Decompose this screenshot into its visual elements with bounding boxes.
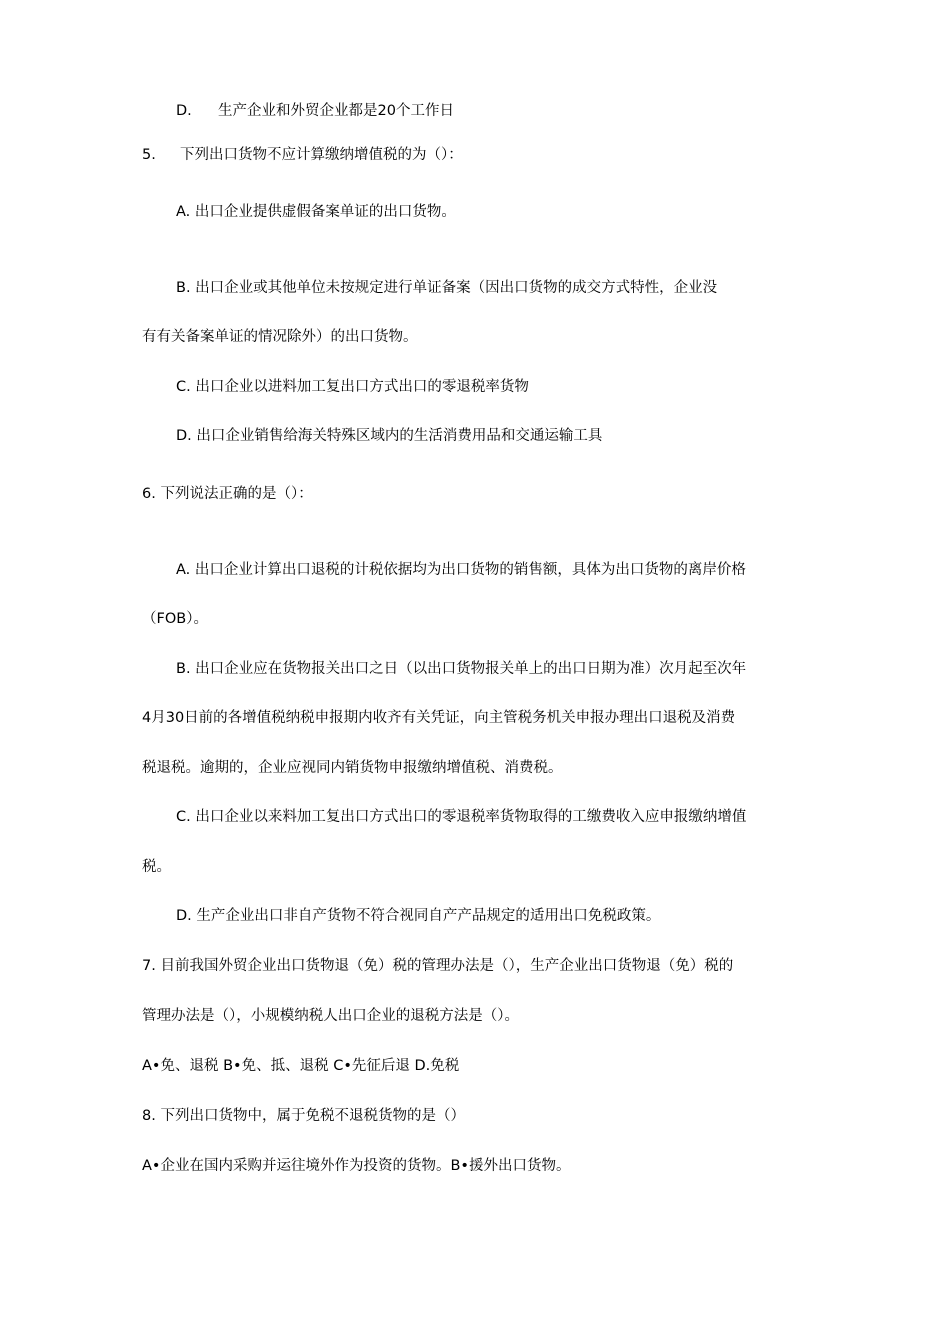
question-text: 下列出口货物不应计算缴纳增值税的为（）： [180,147,463,163]
question-7-cont: 管理办法是（），小规模纳税人出口企业的退税方法是（）。 [142,1008,519,1024]
option-a-q5: A. 出口企业提供虚假备案单证的出口货物。 [176,204,456,220]
option-b-q6-cont-2: 税退税。逾期的，企业应视同内销货物申报缴纳增值税、消费税。 [142,760,563,776]
question-5 [142,145,463,165]
question-number: 5. [142,147,156,163]
option-b-q5-cont: 有有关备案单证的情况除外）的出口货物。 [142,329,418,345]
option-a-q6: A. 出口企业计算出口退税的计税依据均为出口货物的销售额，具体为出口货物的离岸价格 [176,562,746,578]
option-d-q4 [176,101,454,121]
option-a-q6-cont: （FOB）。 [142,611,208,627]
option-b-q6-cont-1: 4月30日前的各增值税纳税申报期内收齐有关凭证，向主管税务机关申报办理出口退税及消费 [142,710,736,726]
option-c-q6: C. 出口企业以来料加工复出口方式出口的零退税率货物取得的工缴费收入应申报缴纳增值 [176,809,747,825]
options-q7: A•免、退税 B•免、抵、退税 C•先征后退 D.免税 [142,1058,460,1074]
option-b-q5: B. 出口企业或其他单位未按规定进行单证备案（因出口货物的成交方式特性，企业没 [176,280,718,296]
question-7: 7. 目前我国外贸企业出口货物退（免）税的管理办法是（），生产企业出口货物退（免）税的 [142,958,734,974]
option-d-q6: D. 生产企业出口非自产货物不符合视同自产产品规定的适用出口免税政策。 [176,908,661,924]
options-q8: A•企业在国内采购并运往境外作为投资的货物。B•援外出口货物。 [142,1158,571,1174]
option-text: 生产企业和外贸企业都是20个工作日 [218,103,454,119]
option-b-q6: B. 出口企业应在货物报关出口之日（以出口货物报关单上的出口日期为准）次月起至次年 [176,661,747,677]
option-c-q5: C. 出口企业以进料加工复出口方式出口的零退税率货物 [176,379,529,395]
question-8: 8. 下列出口货物中，属于免税不退税货物的是（） [142,1108,465,1124]
option-label: D. [176,103,192,119]
option-c-q6-cont: 税。 [142,859,171,875]
question-6: 6. 下列说法正确的是（）： [142,486,313,502]
option-d-q5: D. 出口企业销售给海关特殊区域内的生活消费用品和交通运输工具 [176,428,603,444]
